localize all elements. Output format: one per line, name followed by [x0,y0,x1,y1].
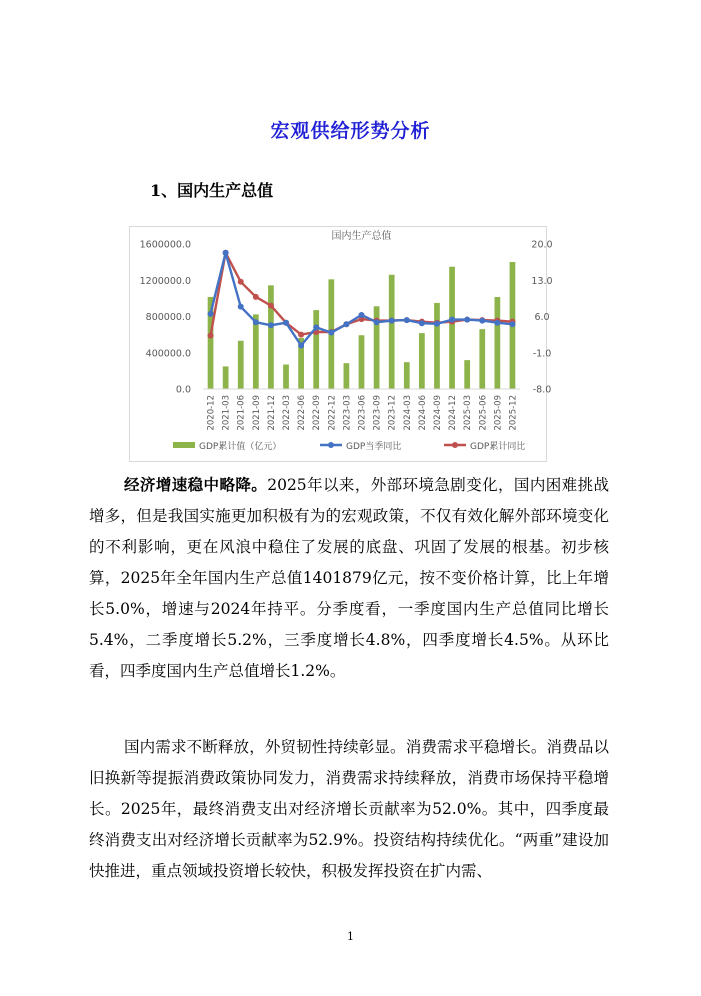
series-point [464,317,470,323]
legend-label: GDP当季同比 [346,442,402,452]
series-point [298,343,304,349]
x-tick-label: 2020-12 [206,395,217,431]
gdp-bar [268,285,274,389]
series-point [313,324,319,330]
page-title: 宏观供给形势分析 [270,120,431,142]
gdp-chart [129,226,553,462]
legend-swatch-bar [173,442,195,448]
x-tick-label: 2025-06 [478,395,489,431]
gdp-chart-svg [130,227,553,461]
x-tick-label: 2021-06 [236,395,247,431]
x-tick-label: 2024-09 [432,395,443,431]
series-point [268,322,274,328]
gdp-bar [223,366,229,389]
x-tick-label: 2022-03 [282,395,293,431]
gdp-bar [404,362,410,389]
series-point [238,304,244,310]
series-point [449,317,455,323]
series-point [268,303,274,309]
legend-label: GDP累计同比 [470,442,526,452]
y-right-tick-label: 20.0 [531,239,553,251]
paragraph-1-body: 2025年以来，外部环境急剧变化，国内困难挑战增多，但是我国实施更加积极有为的宏观政策，不仅有效化解外部环境变化的不利影响，更在风浪中稳住了发展的底盘、巩固了发展的根基。初步核算，2025年全年国内生产总值1401879亿元，按不变价格计算，比上年增长5.0%，增速与2024年持平。分季度看，一季度国内生产总值同比增长5.4%，二季度增长5.2%，三季度增长4.8%，四季度增长4.5%。从环比看，四季度国内生产总值增长1.2%。 [89,476,609,680]
section-heading: 1、国内生产总值 [150,181,274,200]
y-left-tick-label: 0.0 [175,384,191,396]
series-point [434,321,440,327]
series-point [494,320,500,326]
y-right-tick-label: 13.0 [531,275,553,287]
x-tick-label: 2022-12 [327,395,338,431]
x-tick-label: 2022-06 [297,395,308,431]
x-tick-label: 2025-12 [508,395,519,431]
gdp-bar [283,365,289,389]
x-tick-label: 2023-03 [342,395,353,431]
gdp-bar [494,297,500,389]
gdp-bar [253,314,259,389]
paragraph-2 [89,732,609,887]
series-point [223,250,229,256]
series-point [419,320,425,326]
x-tick-label: 2025-03 [463,395,474,431]
x-tick-label: 2021-03 [221,395,232,431]
x-tick-label: 2022-09 [312,395,323,431]
series-point [389,318,395,324]
x-tick-label: 2024-03 [402,395,413,431]
legend-label: GDP累计值（亿元） [199,442,282,452]
x-tick-label: 2024-06 [417,395,428,431]
x-tick-label: 2025-09 [493,395,504,431]
y-right-tick-label: 6.0 [534,312,550,323]
gdp-bar [449,267,455,389]
gdp-bar [464,360,470,389]
series-point [253,319,259,325]
gdp-bar [313,310,319,389]
paragraph-1 [89,469,609,687]
series-point [479,318,485,324]
gdp-bar [389,275,395,389]
y-right-tick-label: -8.0 [532,384,552,396]
y-left-tick-label: 800000.0 [145,312,191,323]
legend-swatch-marker [452,442,458,448]
gdp-bar [344,363,350,389]
series-point [328,330,334,336]
series-point [298,332,304,338]
series-point [374,319,380,325]
x-tick-label: 2024-12 [448,395,459,431]
series-point [359,312,365,318]
y-right-tick-label: -1.0 [532,348,552,360]
chart-title: 国内生产总值 [331,231,392,242]
gdp-bar [238,341,244,389]
paragraph-1-lead: 经济增速稳中略降。 [124,475,268,494]
gdp-bar [479,329,485,389]
series-point [208,311,214,317]
x-tick-label: 2023-06 [357,395,368,431]
gdp-bar [419,333,425,389]
series-point [509,321,515,327]
page-number: 1 [347,930,354,943]
series-point [404,317,410,323]
paragraph-2-body: 国内需求不断释放，外贸韧性持续彰显。消费需求平稳增长。消费品以旧换新等提振消费政策协同发力，消费需求持续释放，消费市场保持平稳增长。2025年，最终消费支出对经济增长贡献率为52.0%。其中，四季度最终消费支出对经济增长贡献率为52.9%。投资结构持续优化。“两重”建设加快推进，重点领域投资增长较快，积极发挥投资在扩内需、 [89,738,609,880]
gdp-bar [434,303,440,389]
gdp-bar [359,335,365,389]
legend-swatch-marker [328,442,334,448]
x-tick-label: 2023-09 [372,395,383,431]
y-left-tick-label: 1600000.0 [139,239,191,251]
y-left-tick-label: 400000.0 [145,348,191,360]
series-point [208,333,214,339]
series-point [343,321,349,327]
y-left-tick-label: 1200000.0 [139,275,191,287]
series-point [253,294,259,300]
x-tick-label: 2023-12 [387,395,398,431]
series-point [283,320,289,326]
x-tick-label: 2021-12 [266,395,277,431]
x-tick-label: 2021-09 [251,395,262,431]
series-point [238,279,244,285]
